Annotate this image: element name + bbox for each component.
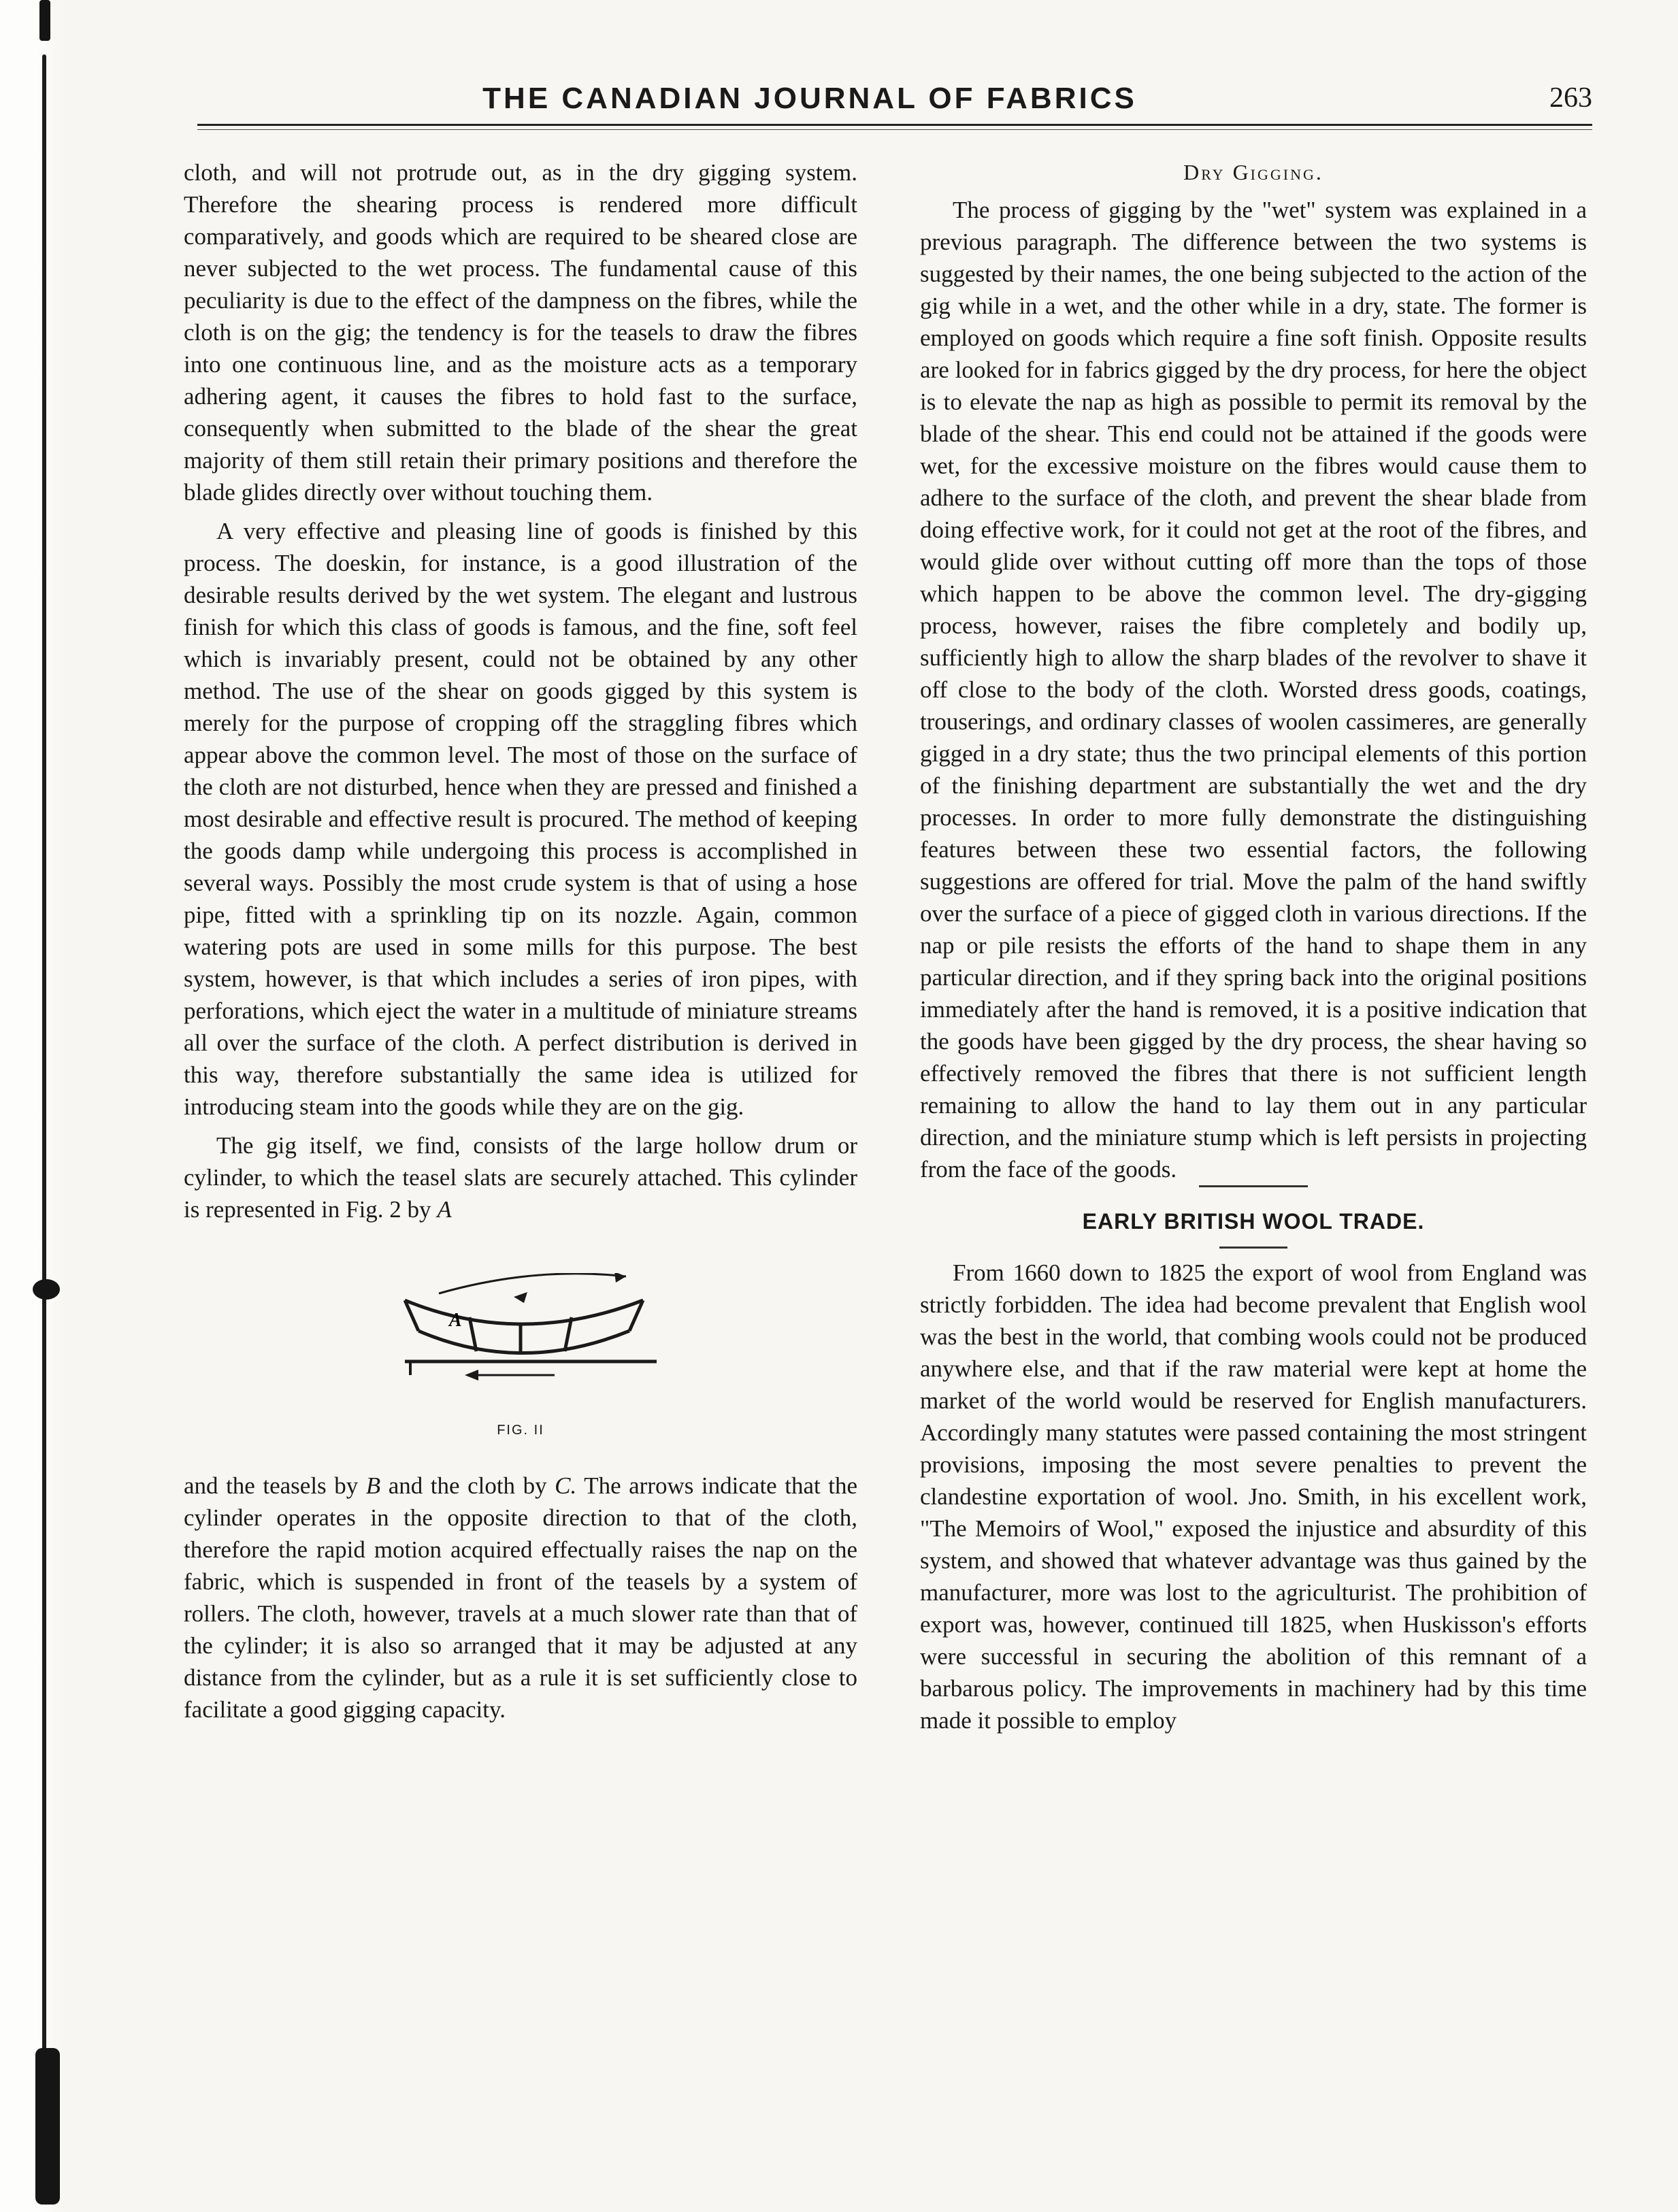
left-column [184, 156, 857, 1732]
paragraph: From 1660 down to 1825 the export of wool from England was strictly forbidden. The idea had become prevalent that English wool was the best in the world, that combing wools could not be produced anywhere else, and that if the raw material were kept at home the market of the world would be reserved for English manufacturers. Accordingly many statutes were passed containing the most stringent provisions, imposing the most severe penalties to prevent the clandestine exportation of wool. Jno. Smith, in his excellent work, "The Memoirs of Wool," exposed the injustice and absurdity of this system, and showed that whatever advantage was thus gained by the manufacturer, more was lost to the agriculturist. The prohibition of export was, however, continued till 1825, when Huskisson's efforts were successful in securing the abolition of this remnant of a barbarous policy. The improvements in machinery had by this time made it possible to employ [920, 1259, 1587, 1734]
paragraph [184, 1470, 857, 1726]
figure-ref-c: C. [555, 1472, 577, 1499]
cylinder-rotation-arrow [439, 1274, 626, 1293]
paragraph-text: The arrows indicate that the cylinder operates in the opposite direction to that of the cloth, therefore the rapid motion acquired effectually raises the nap on the fabric, which is suspended in front of the teasels by a system of rollers. The cloth, however, travels at a much slower rate than that of the cylinder; it is also so arranged that it may be adjusted at any distance from the cylinder, but as a rule it is set sufficiently close to facilitate a good gigging capacity. [184, 1472, 858, 1723]
paragraph: The process of gigging by the "wet" system was explained in a previous paragraph. The difference between the two systems is suggested by their names, the one being subjected to the action of the gig while in a wet, and the other while in a dry, state. The former is employed on goods which require a fine soft finish. Opposite results are looked for in fabrics gigged by the dry process, for here the object is to elevate the nap as high as possible to permit its removal by the blade of the shear. This end could not be attained if the goods were wet, for the excessive moisture on the fibres would cause them to adhere to the surface of the cloth, and prevent the shear blade from doing effective work, for it could not get at the root of the fibres, and would glide over without cutting off more than the tops of those which happen to be above the common level. The dry-gigging process, however, raises the fibre completely and bodily up, sufficiently high to allow the sharp blades of the revolver to shave it off close to the body of the cloth. Worsted dress goods, coatings, trouserings, and ordinary classes of woolen cassimeres, are generally gigged in a dry state; thus the two principal elements of this portion of the finishing department are substantially the wet and the dry processes. In order to more fully demonstrate the distinguishing features between these two essential factors, the following suggestions are offered for trial. Move the palm of the hand swiftly over the surface of a piece of gigged cloth in various directions. If the nap or pile resists the efforts of the hand to shape them in any particular direction, and if they spring back into the original positions immediately after the hand is removed, it is a positive indication that the goods have been gigged by the dry process, the shear having so effectively removed the fibres that there is not sufficient length remaining to allow the hand to lay them out in any particular direction, and the miniature stump which is left persists in projecting from the face of the goods. [920, 197, 1587, 1183]
right-column [920, 156, 1587, 1743]
paragraph-text: and the cloth by [388, 1472, 547, 1499]
binding-blot [35, 2048, 60, 2205]
figure-gig-diagram [184, 1273, 857, 1447]
figure-caption: FIG. II [497, 1423, 544, 1438]
header-rule [197, 124, 1592, 130]
journal-title: THE CANADIAN JOURNAL OF FABRICS [482, 82, 1137, 115]
arrowhead [514, 1292, 527, 1303]
binding-edge [0, 0, 65, 2212]
paragraph: A very effective and pleasing line of goods is finished by this process. The doeskin, for instance, is a good illustration of the desirable results derived by the wet system. The elegant and lustrous finish for which this class of goods is famous, and the fine, soft feel which is invariably present, could not be obtained by any other method. The use of the shear on goods gigged by this system is merely for the purpose of cropping off the straggling fibres which appear above the common level. The most of those on the surface of the cloth are not disturbed, hence when they are pressed and finished a most desirable and effective result is procured. The method of keeping the goods damp while undergoing this process is accomplished in several ways. Possibly the most crude system is that of using a hose pipe, fitted with a sprinkling tip on its nozzle. Again, common watering pots are used in some mills for this purpose. The best system, however, is that which includes a series of iron pipes, with perforations, which eject the water in a multitude of miniature streams all over the surface of the cloth. A perfect distribution is derived in this way, therefore substantially the same idea is utilized for introducing steam into the goods while they are on the gig. [184, 518, 857, 1120]
cylinder-outer-arc [405, 1300, 643, 1324]
paragraph [184, 1129, 857, 1225]
cylinder-inner-arc [418, 1331, 629, 1353]
figure-ref-b: B [365, 1472, 381, 1499]
gig-diagram [384, 1273, 657, 1396]
paragraph-text: The gig itself, we find, consists of the large hollow drum or cylinder, to which the teasel slats are securely attached. This cylinder is represented in Fig. 2 by [184, 1132, 857, 1223]
article-title: EARLY BRITISH WOOL TRADE. [920, 1206, 1587, 1238]
binding-blot [39, 0, 50, 41]
binding-line [42, 54, 46, 2191]
paragraph: cloth, and will not protrude out, as in the dry gigging system. Therefore the shearing process is rendered more difficult comparatively, and goods which are required to be sheared close are never subjected to the wet process. The fundamental cause of this peculiarity is due to the effect of the dampness on the fibres, while the cloth is on the gig; the tendency is for the teasels to draw the fibres into one continuous line, and as the moisture acts as a temporary adhering agent, it causes the fibres to hold fast to the surface, consequently when submitted to the blade of the shear the great majority of them still retain their primary positions and therefore the blade glides directly over without touching them. [184, 159, 857, 506]
running-header [197, 68, 1592, 129]
section-heading-dry-gigging: Dry Gigging. [1183, 160, 1323, 184]
page-number: 263 [1549, 82, 1592, 114]
binding-blot [33, 1279, 60, 1300]
figure-ref-a: A [437, 1196, 452, 1223]
figure-label-a: A [449, 1310, 462, 1331]
arrowhead [465, 1370, 478, 1381]
arrowhead [614, 1273, 626, 1283]
paragraph-text: and the teasels by [184, 1472, 359, 1499]
